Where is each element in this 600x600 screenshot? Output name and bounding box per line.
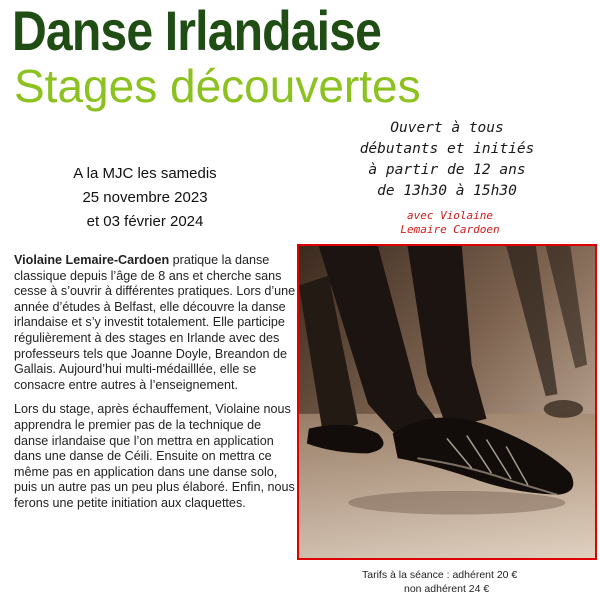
- open-info-line: de 13h30 à 15h30: [377, 183, 517, 199]
- bio-name: Violaine Lemaire-Cardoen: [14, 253, 170, 267]
- dates-line: et 03 février 2024: [86, 213, 204, 230]
- instructor-line: Lemaire Cardoen: [400, 223, 500, 236]
- dancers-photo: [297, 244, 597, 560]
- dates-block: [40, 162, 250, 234]
- instructor-credit: [370, 209, 530, 237]
- poster-subtitle: Stages découvertes: [14, 60, 421, 112]
- bio-paragraph-text: pratique la danse classique depuis l’âge de 8 ans et cherche sans cesse à s’ouvrir à différentes pratiques. Lors d’une année d’études à Belfast, elle découvre la danse irlandaise et s’y investit totalement. Elle participe régulièrement à des stages en Irlande avec des professeurs tels que Joanne Doyle, Breandon de Gallais. Aujourd’hui multi-médailllée, elle se consacre entre autres à l’enseignement.: [14, 253, 296, 392]
- poster-title: Danse Irlandaise: [12, 0, 382, 62]
- open-info-line: à partir de 12 ans: [368, 162, 526, 178]
- open-info: [336, 118, 558, 202]
- bio-paragraph: [14, 253, 296, 393]
- open-info-line: Ouvert à tous: [390, 120, 504, 136]
- dancers-photo-image: [299, 246, 595, 558]
- price-line: non adhérent 24 €: [404, 583, 490, 595]
- bio-text: [14, 253, 296, 521]
- instructor-line: avec Violaine: [406, 209, 494, 222]
- prices-block: [346, 568, 556, 596]
- open-info-line: débutants et initiés: [359, 141, 535, 157]
- dates-line: 25 novembre 2023: [82, 189, 208, 206]
- bio-paragraph: Lors du stage, après échauffement, Violaine nous apprendra le premier pas de la technique de danse irlandaise que l’on mettra en application dans une danse de Céili. Ensuite on mettra ce même pas en application dans une danse solo, puis un autre pas un peu plus élaboré. Enfin, nous ferons une petite initiation aux claquettes.: [14, 402, 295, 510]
- dates-line: A la MJC les samedis: [73, 165, 217, 182]
- price-line: Tarifs à la séance : adhérent 20 €: [362, 569, 518, 581]
